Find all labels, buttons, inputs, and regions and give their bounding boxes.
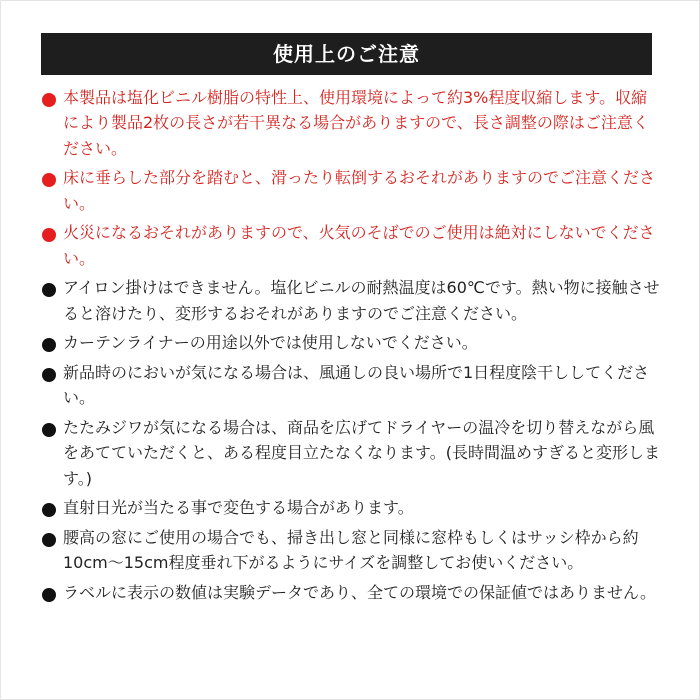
notice-item [41,525,661,576]
notice-item [41,220,661,271]
notice-text: たたみジワが気になる場合は、商品を広げてドライヤーの温冷を切り替えながら風をあてていただくと、ある程度目立たなくなります。(長時間温めすぎると変形します。) [63,418,660,488]
bullet-dot-icon [42,588,56,602]
bullet-dot-icon [42,423,56,437]
bullet-dot-icon [42,93,56,107]
notice-item [41,360,661,411]
notice-text: 直射日光が当たる事で変色する場合があります。 [63,498,414,518]
bullet-dot-icon [42,503,56,517]
notice-item [41,580,661,605]
notice-item [41,330,661,355]
bullet-dot-icon [42,228,56,242]
notice-item [41,85,661,161]
bullet-dot-icon [42,173,56,187]
notice-item [41,495,661,520]
page-title: 使用上のご注意 [41,33,652,75]
notice-text: 本製品は塩化ビニル樹脂の特性上、使用環境によって約3%程度収縮します。収縮により製品2枚の長さが若干異なる場合がありますので、長さ調整の際はご注意ください。 [63,88,649,158]
notice-item [41,165,661,216]
bullet-dot-icon [42,533,56,547]
notice-text: 火災になるおそれがありますので、火気のそばでのご使用は絶対にしないでください。 [63,223,655,268]
notice-text: 床に垂らした部分を踏むと、滑ったり転倒するおそれがありますのでご注意ください。 [63,168,656,213]
bullet-dot-icon [42,338,56,352]
notice-text: カーテンライナーの用途以外では使用しないでください。 [63,333,478,353]
notice-text: 新品時のにおいが気になる場合は、風通しの良い場所で1日程度陰干ししてください。 [63,363,650,408]
notice-text: アイロン掛けはできません。塩化ビニルの耐熱温度は60℃です。熱い物に接触させると溶けたり、変形するおそれがありますのでご注意ください。 [63,278,660,323]
notice-text: ラベルに表示の数値は実験データであり、全ての環境での保証値ではありません。 [63,583,656,602]
notice-item [41,415,661,491]
bullet-dot-icon [42,283,56,297]
notice-item [41,275,661,326]
notice-text: 腰高の窓にご使用の場合でも、掃き出し窓と同様に窓枠もしくはサッシ枠から約10cm～15cm程度垂れ下がるようにサイズを調整してお使いください。 [63,528,639,573]
bullet-dot-icon [42,368,56,382]
notice-list [41,85,661,610]
